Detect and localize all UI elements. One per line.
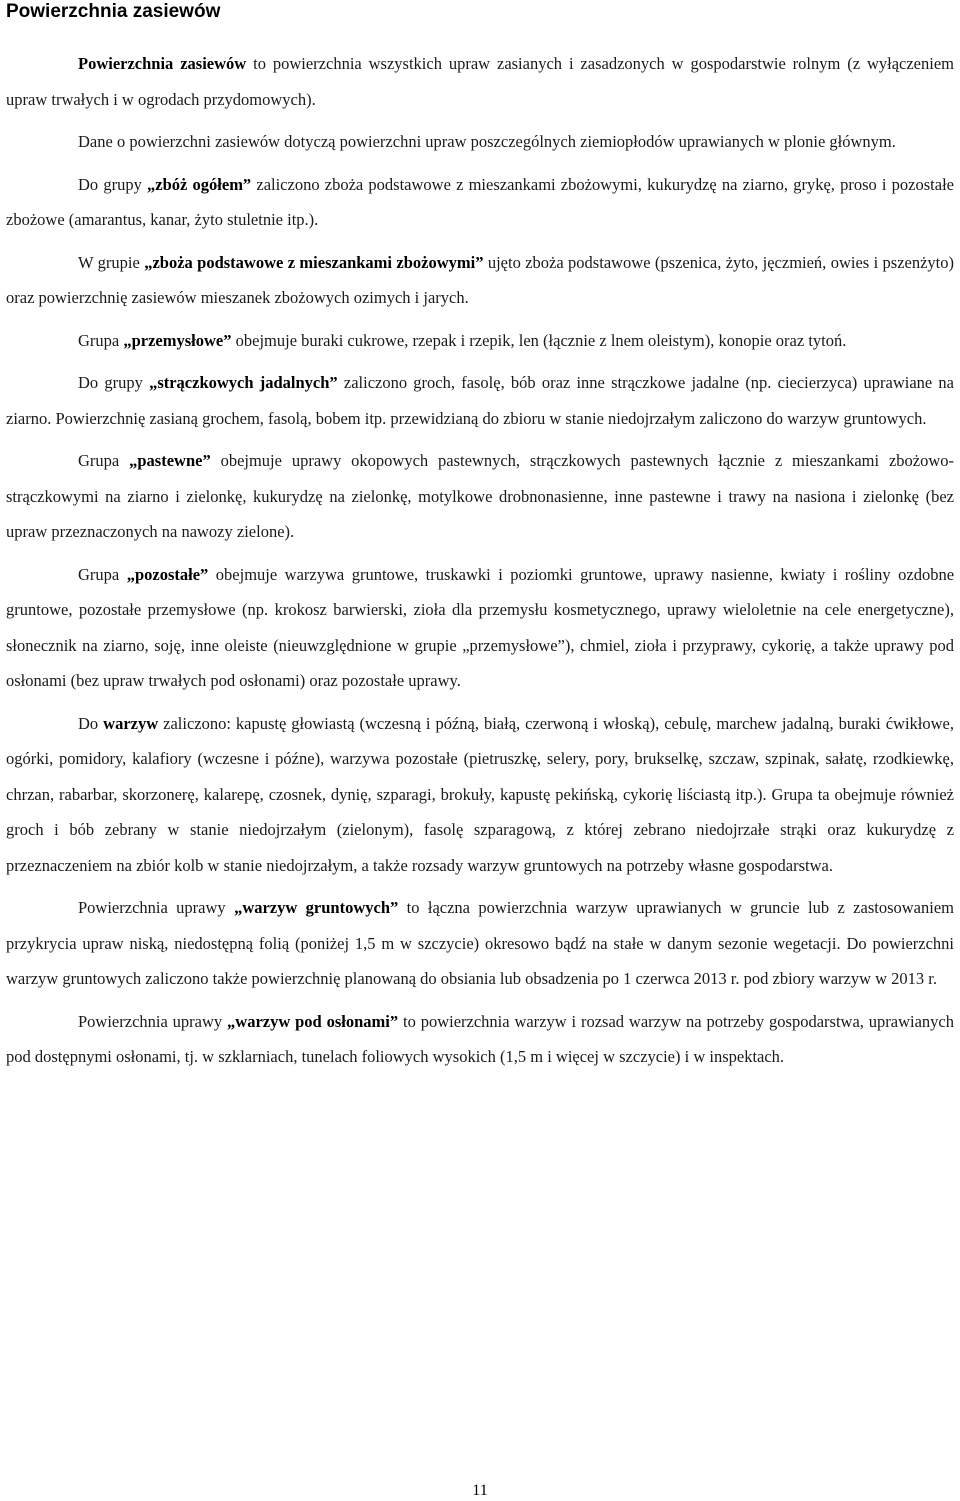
paragraph-1: Powierzchnia zasiewów to powierzchnia wszystkich upraw zasianych i zasadzonych w gospodarstwie rolnym (z wyłączeniem upraw trwałych i w ogrodach przydomowych). (6, 54, 955, 109)
paragraph-9: Do warzyw zaliczono: kapustę głowiastą (wczesną i późną, białą, czerwoną i włoską), cebulę, marchew jadalną, buraki ćwikłowe, ogórki, pomidory, kalafiory (wczesne i późne), warzywa pozostałe (pietruszkę, selery, pory, brukselkę, szczaw, szpinak, sałatę, rzodkiewkę, chrzan, rabarbar, skorzonerę, kalarepę, czosnek, dynię, szparagi, brokuły, kapustę pekińską, cykorię liściastą itp.). Grupa ta obejmuje również groch i bób zebrany w stanie niedojrzałym (zielonym), fasolę szparagową, z której zebrano niedojrzałe strąki oraz kukurydzę z przeznaczeniem na zbiór kolb w stanie niedojrzałym, a także rozsady warzyw gruntowych na potrzeby własne gospodarstwa. (6, 713, 954, 875)
page-number: 11 (472, 1482, 488, 1499)
paragraph-8: Grupa „pozostałe” obejmuje warzywa gruntowe, truskawki i poziomki gruntowe, uprawy nasienne, kwiaty i rośliny ozdobne gruntowe, pozostałe przemysłowe (np. krokosz barwierski, zioła dla przemysłu kosmetycznego, uprawy wieloletnie na cele energetyczne), słonecznik na ziarno, soję, inne oleiste (nieuwzględnione w grupie „przemysłowe”), chmiel, zioła i przyprawy, cykorię, a także uprawy pod osłonami (bez upraw trwałych pod osłonami) oraz pozostałe uprawy. (6, 564, 955, 690)
paragraph-4: W grupie „zboża podstawowe z mieszankami zbożowymi” ujęto zboża podstawowe (pszenica, żyto, jęczmień, owies i pszenżyto) oraz powierzchnię zasiewów mieszanek zbożowych ozimych i jarych. (6, 252, 955, 307)
paragraph-2: Dane o powierzchni zasiewów dotyczą powierzchni upraw poszczególnych ziemiopłodów uprawianych w plonie głównym. (78, 132, 896, 151)
paragraph-7: Grupa „pastewne” obejmuje uprawy okopowych pastewnych, strączkowych pastewnych łącznie z mieszankami zbożowo-strączkowymi na ziarno i zielonkę, kukurydzę na zielonkę, motylkowe drobnonasienne, inne pastewne i trawy na nasiona i zielonkę (bez upraw przeznaczonych na nawozy zielone). (6, 451, 955, 541)
paragraph-3: Do grupy „zbóż ogółem” zaliczono zboża podstawowe z mieszankami zbożowymi, kukurydzę na ziarno, grykę, proso i pozostałe zbożowe (amarantus, kanar, żyto stuletnie itp.). (6, 174, 954, 229)
section-heading: Powierzchnia zasiewów (6, 1, 221, 22)
paragraph-6: Do grupy „strączkowych jadalnych” zaliczono groch, fasolę, bób oraz inne strączkowe jadalne (np. ciecierzyca) uprawiane na ziarno. Powierzchnię zasianą grochem, fasolą, bobem itp. przewidzianą do zbioru w stanie niedojrzałym zaliczono do warzyw gruntowych. (6, 373, 954, 428)
paragraph-11: Powierzchnia uprawy „warzyw pod osłonami” to powierzchnia warzyw i rozsad warzyw na potrzeby gospodarstwa, uprawianych pod dostępnymi osłonami, tj. w szklarniach, tunelach foliowych wysokich (1,5 m i więcej w szczycie) i w inspektach. (6, 1011, 954, 1066)
body-text (6, 46, 954, 1075)
paragraph-10: Powierzchnia uprawy „warzyw gruntowych” to łączna powierzchnia warzyw uprawianych w gruncie lub z zastosowaniem przykrycia upraw niską, niedostępną folią (poniżej 1,5 m w szczycie) okresowo bądź na stałe w danym sezonie wegetacji. Do powierzchni warzyw gruntowych zaliczono także powierzchnię planowaną do obsiania lub obsadzenia po 1 czerwca 2013 r. pod zbiory warzyw w 2013 r. (6, 898, 954, 988)
paragraph-5: Grupa „przemysłowe” obejmuje buraki cukrowe, rzepak i rzepik, len (łącznie z lnem oleistym), konopie oraz tytoń. (78, 330, 847, 350)
